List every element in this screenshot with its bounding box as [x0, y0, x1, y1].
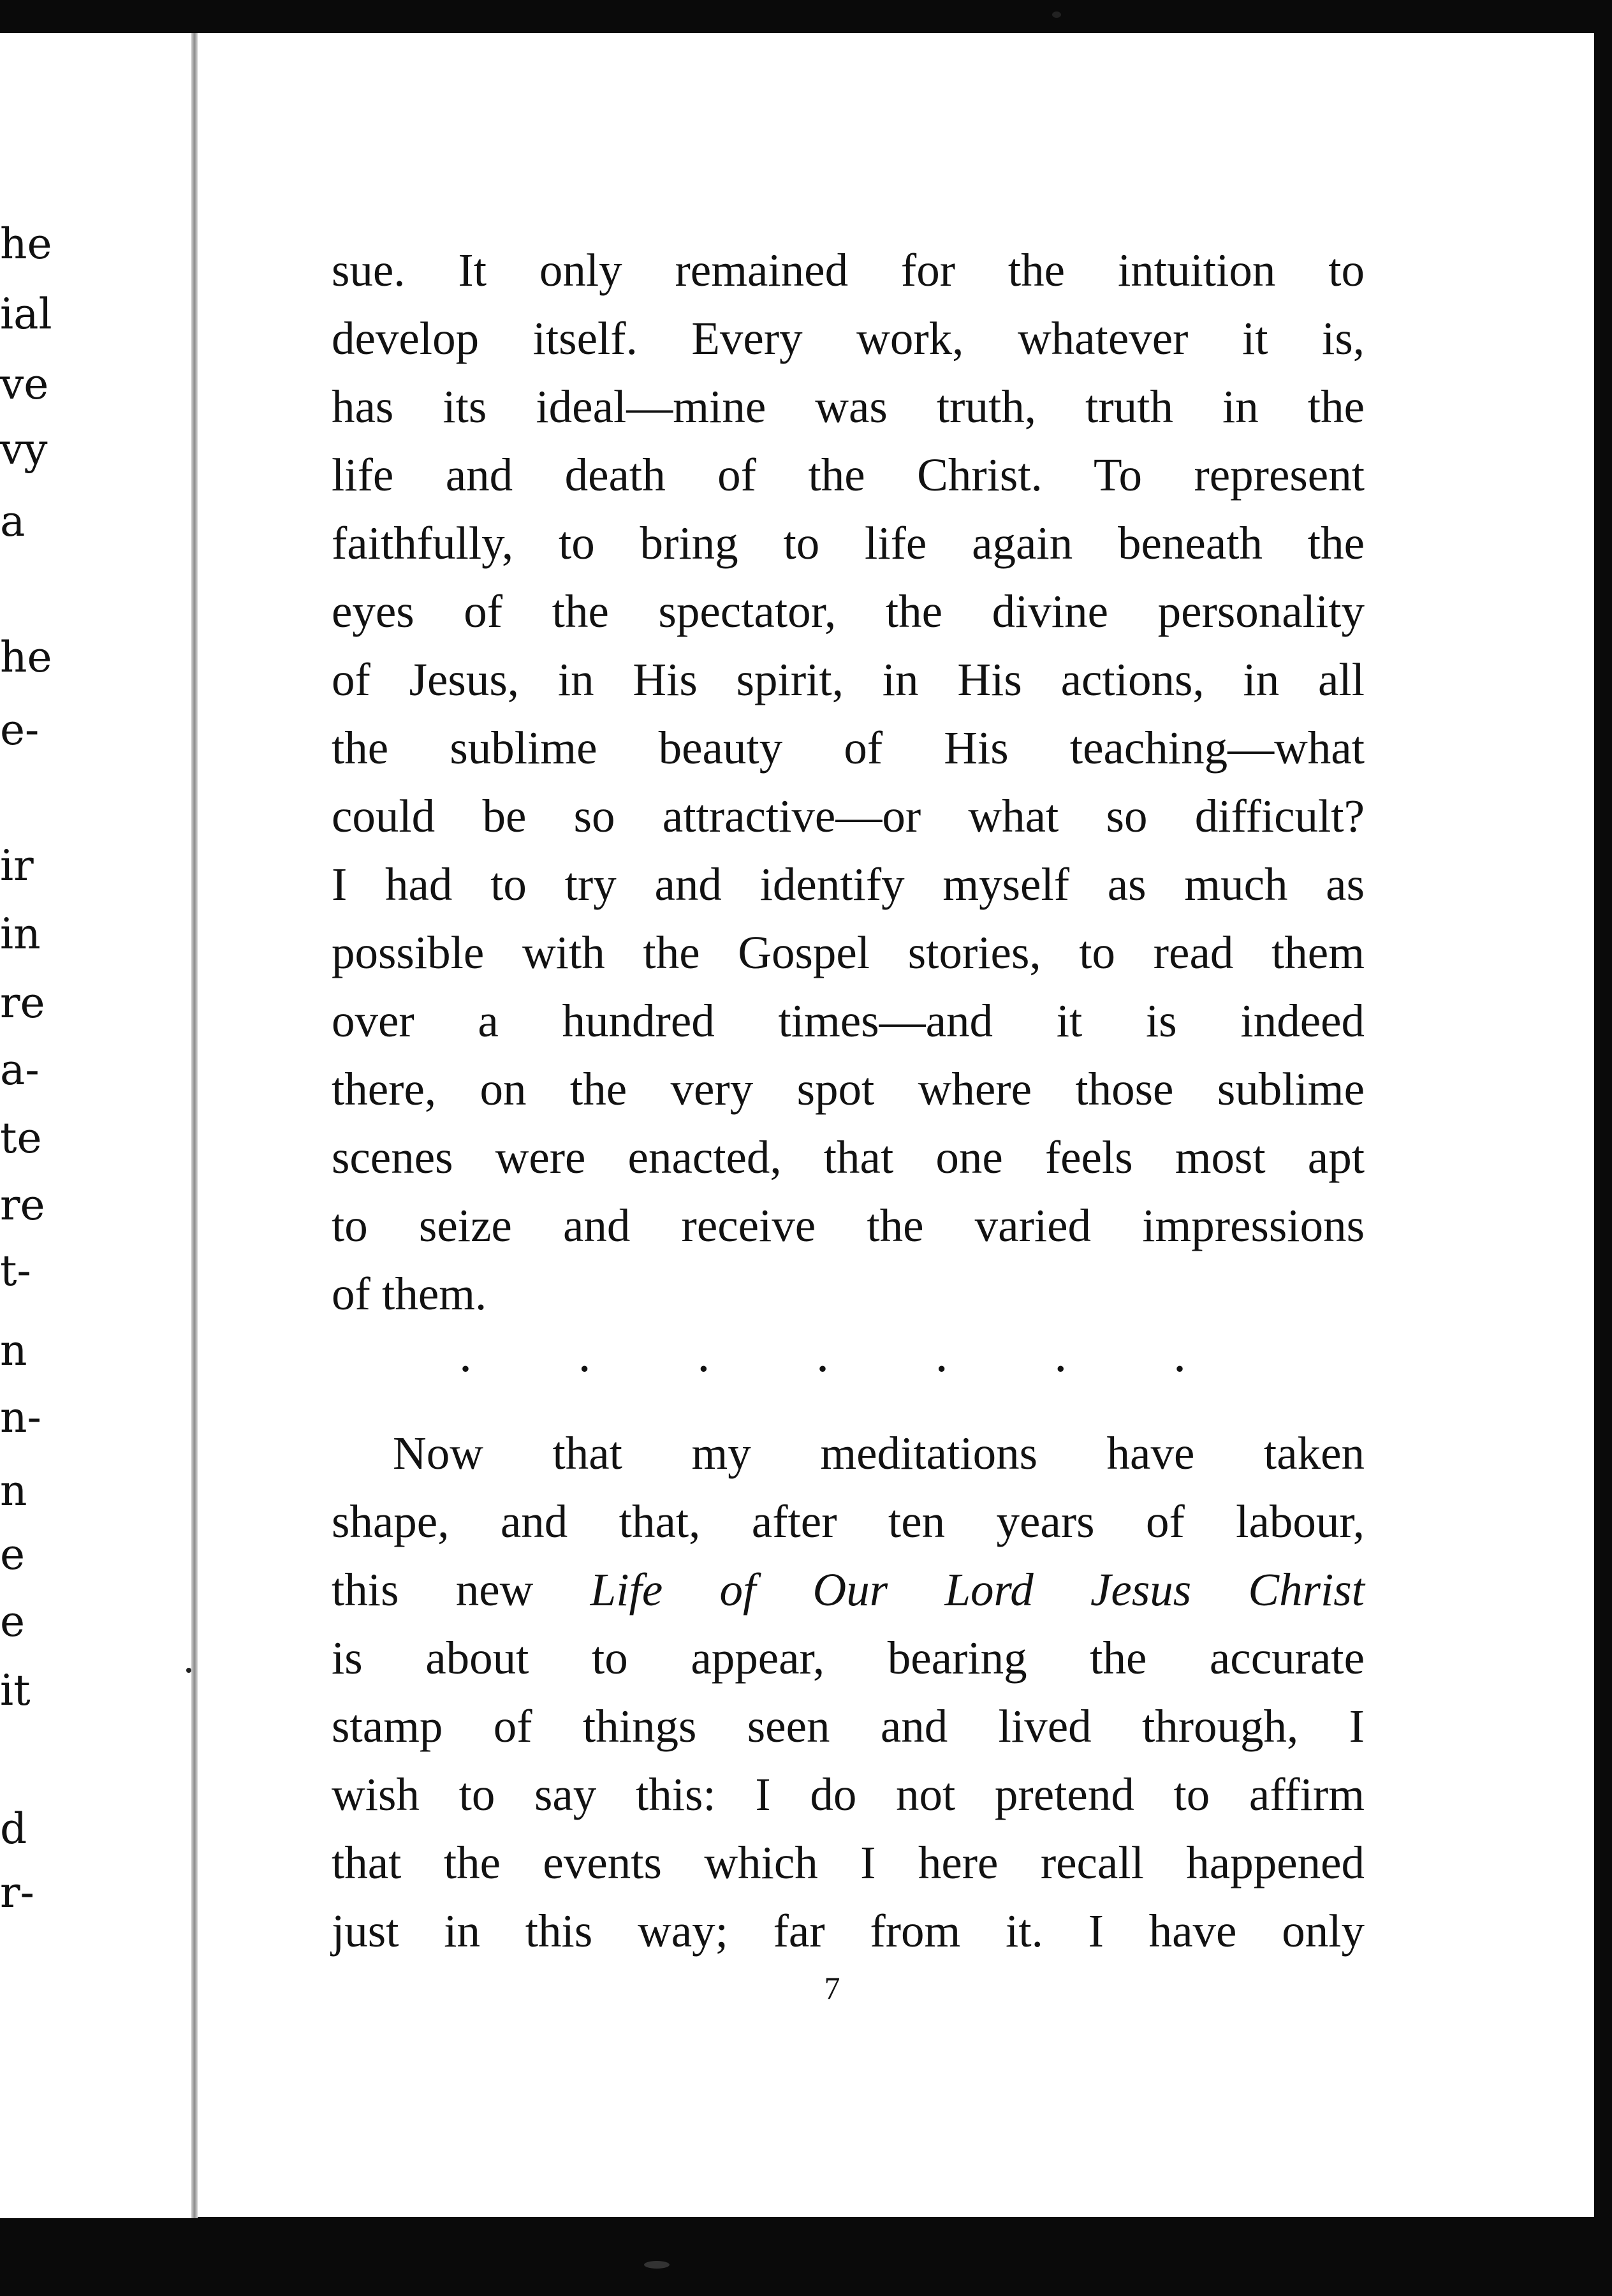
- scan-border-right: [1594, 0, 1612, 2296]
- facing-page-fragment: he: [0, 219, 52, 269]
- facing-page-fragment: n: [0, 1466, 27, 1515]
- text-line: eyes of the spectator, the divine personality: [332, 585, 1365, 637]
- facing-page-fragment: n-: [0, 1393, 41, 1442]
- text-line: of them.: [332, 1268, 487, 1320]
- text-line: to seize and receive the varied impressions: [332, 1200, 1365, 1251]
- facing-page-fragment: d: [0, 1804, 27, 1853]
- facing-page-fragment: re: [0, 978, 45, 1027]
- section-break-dot: .: [697, 1327, 710, 1383]
- text-line: over a hundred times—and it is indeed: [332, 995, 1365, 1047]
- scan-border-top: [0, 0, 1612, 37]
- text-line: faithfully, to bring to life again beneath the: [332, 517, 1365, 569]
- page-number: 7: [824, 1970, 840, 2006]
- section-break: [332, 1328, 1365, 1382]
- section-break-dot: .: [578, 1327, 591, 1383]
- text-line: wish to say this: I do not pretend to affirm: [332, 1769, 1365, 1820]
- facing-page-text-fragments: [0, 0, 191, 2296]
- facing-page-fragment: e: [0, 1597, 26, 1646]
- facing-page-fragment: te: [0, 1114, 42, 1163]
- facing-page-fragment: ve: [0, 360, 49, 409]
- paragraph-2: [332, 1419, 1365, 1965]
- paragraph-gap: [332, 1382, 1365, 1419]
- scan-speck: [1052, 11, 1061, 18]
- page-gutter: [191, 33, 198, 2221]
- text-line: I had to try and identify myself as much as: [332, 858, 1365, 910]
- facing-page-fragment: e-: [0, 705, 40, 754]
- facing-page-fragment: in: [0, 909, 41, 959]
- book-title: Life of Our Lord Jesus Christ: [590, 1564, 1365, 1615]
- text-line: of Jesus, in His spirit, in His actions, in all: [332, 654, 1365, 705]
- section-break-dot: .: [459, 1327, 472, 1383]
- scan-border-bottom: [0, 2218, 1612, 2296]
- facing-page-fragment: vy: [0, 425, 48, 474]
- text-line: [332, 1556, 1365, 1624]
- text-line: the sublime beauty of His teaching—what: [332, 722, 1365, 774]
- facing-page-fragment: ir: [0, 841, 34, 890]
- facing-page-fragment: e: [0, 1530, 26, 1579]
- text-line: there, on the very spot where those sublime: [332, 1063, 1365, 1115]
- section-break-dot: .: [1173, 1327, 1186, 1383]
- text-run: this new: [332, 1564, 590, 1615]
- text-line: just in this way; far from it. I have only: [332, 1905, 1365, 1957]
- facing-page-fragment: a: [0, 497, 26, 546]
- text-line: Now that my meditations have taken: [393, 1427, 1365, 1479]
- text-line: possible with the Gospel stories, to read them: [332, 927, 1365, 978]
- section-break-dot: .: [816, 1327, 829, 1383]
- scan-speck: [644, 2261, 670, 2269]
- text-line: stamp of things seen and lived through, I: [332, 1700, 1365, 1752]
- text-line: could be so attractive—or what so difficult?: [332, 790, 1365, 842]
- paragraph-1: [332, 236, 1365, 1328]
- text-line: shape, and that, after ten years of labour,: [332, 1496, 1365, 1547]
- text-line: develop itself. Every work, whatever it is,: [332, 313, 1365, 364]
- facing-page-fragment: he: [0, 633, 52, 682]
- facing-page-fragment: a-: [0, 1045, 40, 1094]
- facing-page-fragment: re: [0, 1181, 45, 1230]
- text-line: sue. It only remained for the intuition to: [332, 244, 1365, 296]
- page-body: [332, 236, 1365, 1965]
- facing-page-fragment: r-: [0, 1868, 34, 1917]
- text-line: that the events which I here recall happened: [332, 1837, 1365, 1888]
- facing-page-fragment: n: [0, 1326, 27, 1375]
- paragraph-2-rest: [332, 1624, 1365, 1965]
- text-line: has its ideal—mine was truth, truth in the: [332, 381, 1365, 432]
- text-line: is about to appear, bearing the accurate: [332, 1632, 1365, 1684]
- facing-page-fragment: ial: [0, 290, 52, 339]
- facing-page-fragment: t-: [0, 1246, 31, 1295]
- facing-page-fragment: it: [0, 1666, 31, 1715]
- text-line: scenes were enacted, that one feels most apt: [332, 1131, 1365, 1183]
- section-break-dot: .: [935, 1327, 948, 1383]
- section-break-dot: .: [1054, 1327, 1067, 1383]
- text-line: life and death of the Christ. To represent: [332, 449, 1365, 501]
